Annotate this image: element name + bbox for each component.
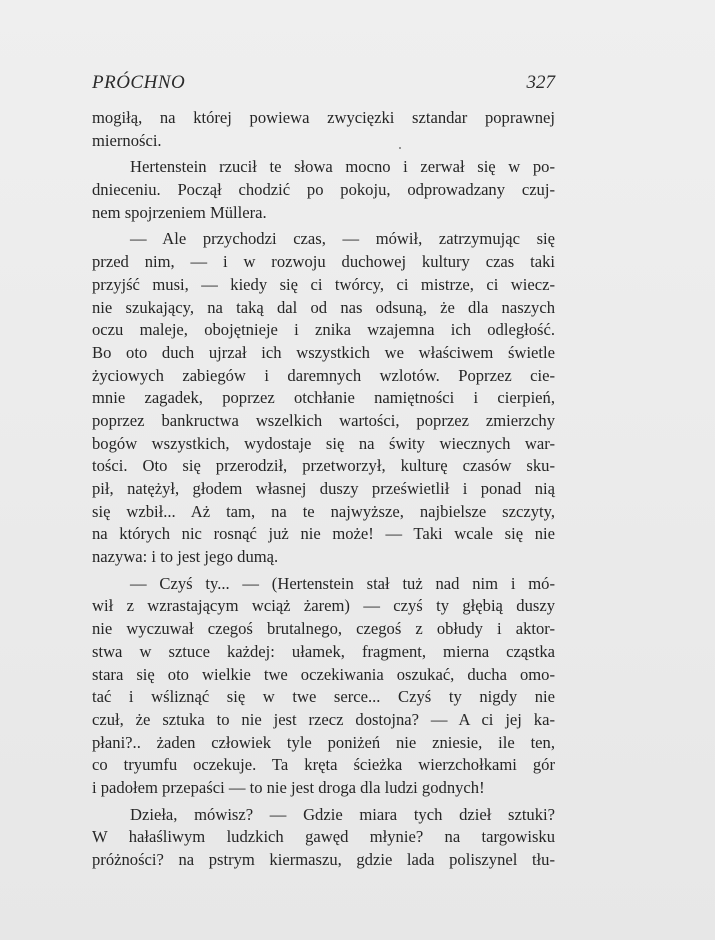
text-line: mnie zagadek, poprzez otchłanie namiętności i cierpień, (92, 388, 555, 408)
paragraph (92, 228, 555, 568)
text-line: stwa w sztuce każdej: ułamek, fragment, mierna cząstka (92, 641, 555, 661)
text-line: mierności. (92, 130, 162, 150)
text-line: tości. Oto się przerodził, przetworzył, kulturę czasów sku- (92, 456, 555, 476)
text-line: W hałaśliwym ludzkich gawęd młynie? na targowisku (92, 827, 555, 847)
text-line: pił, natężył, głodem własnej duszy prześwietlił i ponad nią (92, 479, 555, 498)
text-line: Hertenstein rzucił te słowa mocno i zerwał się w po- (130, 157, 555, 177)
text-line: nie szukający, na taką dal od nas odsuną, że dla naszych (92, 297, 555, 317)
text-line: dnieceniu. Począł chodzić po pokoju, odprowadzany czuj- (92, 180, 555, 200)
text-line: tać i wśliznąć się w twe serce... Czyś ty nigdy nie (92, 687, 555, 707)
text-line: na których nic rosnąć już nie może! — Taki wcale się nie (92, 524, 555, 544)
text-line: i padołem przepaści — to nie jest droga dla ludzi godnych! (92, 777, 485, 797)
text-line: — Ale przychodzi czas, — mówił, zatrzymując się (130, 229, 555, 249)
page-number: 327 (526, 72, 555, 93)
paragraph (92, 156, 555, 224)
text-line: — Czyś ty... — (Hertenstein stał tuż nad nim i mó- (130, 573, 555, 593)
text-line: oczu maleje, obojętnieje i znika wzajemna ich odległość. (92, 320, 555, 340)
paragraph (92, 573, 555, 800)
paragraph (92, 107, 555, 152)
text-line: co tryumfu oczekuje. Ta kręta ścieżka wierzchołkami gór (92, 755, 555, 775)
text-line: życiowych zabiegów i daremnych wzlotów. Poprzez cie- (92, 365, 555, 385)
text-line: przyjść musi, — kiedy się ci twórcy, ci mistrze, ci wiecz- (92, 274, 555, 294)
running-header (92, 72, 555, 98)
text-line: stara się oto wielkie twe oczekiwania oszukać, ducha omo- (92, 664, 555, 684)
paragraph (92, 804, 555, 872)
running-title: PRÓCHNO (92, 72, 186, 93)
text-line: nie wyczuwał czegoś brutalnego, czegoś z obłudy i aktor- (92, 619, 555, 639)
paper-speck (399, 147, 401, 149)
text-line: nazywa: i to jest jego dumą. (92, 547, 279, 567)
text-line: poprzez bankructwa wszelkich wartości, poprzez zmierzchy (92, 410, 555, 430)
text-line: próżności? na pstrym kiermaszu, gdzie lada poliszynel tłu- (92, 850, 555, 869)
text-line: płani?.. żaden człowiek tyle poniżeń nie zniesie, ile ten, (92, 732, 555, 752)
text-line: bogów wszystkich, wydostaje się na świty wiecznych war- (92, 433, 555, 453)
text-line: się wzbił... Aż tam, na te najwyższe, najbielsze szczyty, (92, 501, 555, 521)
text-line: wił z wzrastającym wciąż żarem) — czyś ty głębią duszy (92, 596, 555, 616)
text-line: nem spojrzeniem Müllera. (92, 202, 267, 222)
text-line: Dzieła, mówisz? — Gdzie miara tych dzieł sztuki? (130, 804, 555, 824)
text-line: czuł, że sztuka to nie jest rzecz dostojna? — A ci jej ka- (92, 709, 555, 729)
body-text (92, 107, 555, 872)
text-line: Bo oto duch ujrzał ich wszystkich we właściwem świetle (92, 342, 555, 362)
text-line: mogiłą, na której powiewa zwycięzki sztandar poprawnej (92, 108, 555, 127)
text-line: przed nim, — i w rozwoju duchowej kultury czas taki (92, 252, 555, 272)
